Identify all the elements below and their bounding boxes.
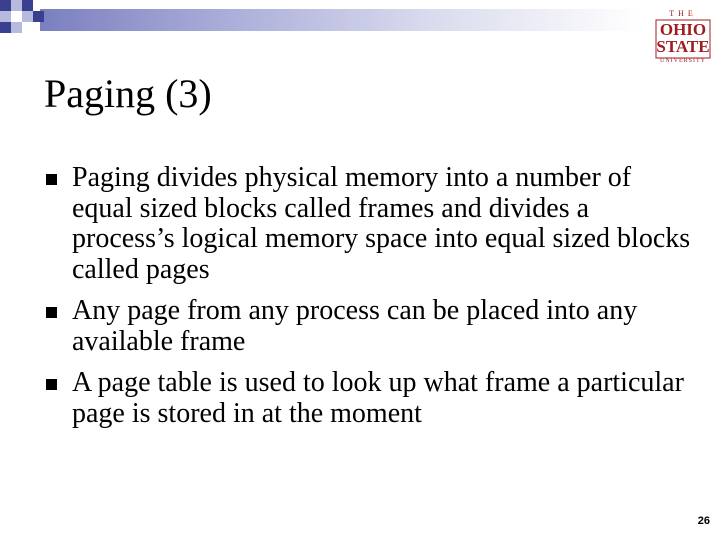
square-bullet-icon — [46, 307, 57, 318]
bullet-list — [46, 163, 696, 429]
bullet-text: Any page from any process can be placed into any available frame — [72, 295, 638, 357]
slide-title: Paging (3) — [44, 71, 212, 116]
bullet-item — [46, 163, 696, 285]
logo-university: UNIVERSITY — [660, 58, 706, 64]
bullet-text: A page table is used to look up what frame a particular page is stored in at the moment — [72, 367, 684, 429]
checker-square — [22, 0, 33, 11]
checker-square — [33, 11, 44, 22]
bullet-item — [46, 296, 696, 357]
square-bullet-icon — [46, 174, 57, 185]
header-gradient-bar — [40, 9, 640, 31]
bullet-item — [46, 368, 696, 429]
checker-square — [22, 22, 33, 33]
checker-square — [0, 11, 11, 22]
checker-square — [22, 11, 33, 22]
decorative-header-band — [0, 0, 720, 40]
page-number: 26 — [697, 515, 710, 527]
square-bullet-icon — [46, 379, 57, 390]
ohio-state-logo — [654, 8, 712, 66]
checker-square — [0, 0, 11, 11]
logo-state: STATE — [656, 37, 710, 56]
checker-square — [11, 0, 22, 11]
checker-square — [0, 22, 11, 33]
checker-square — [11, 22, 22, 33]
checker-square — [11, 11, 22, 22]
logo-the: THE — [669, 9, 697, 18]
logo-ohio: OHIO — [659, 20, 707, 39]
bullet-text: Paging divides physical memory into a number of equal sized blocks called frames and divides a process’s logical memory space into equal sized blocks called pages — [72, 162, 691, 285]
